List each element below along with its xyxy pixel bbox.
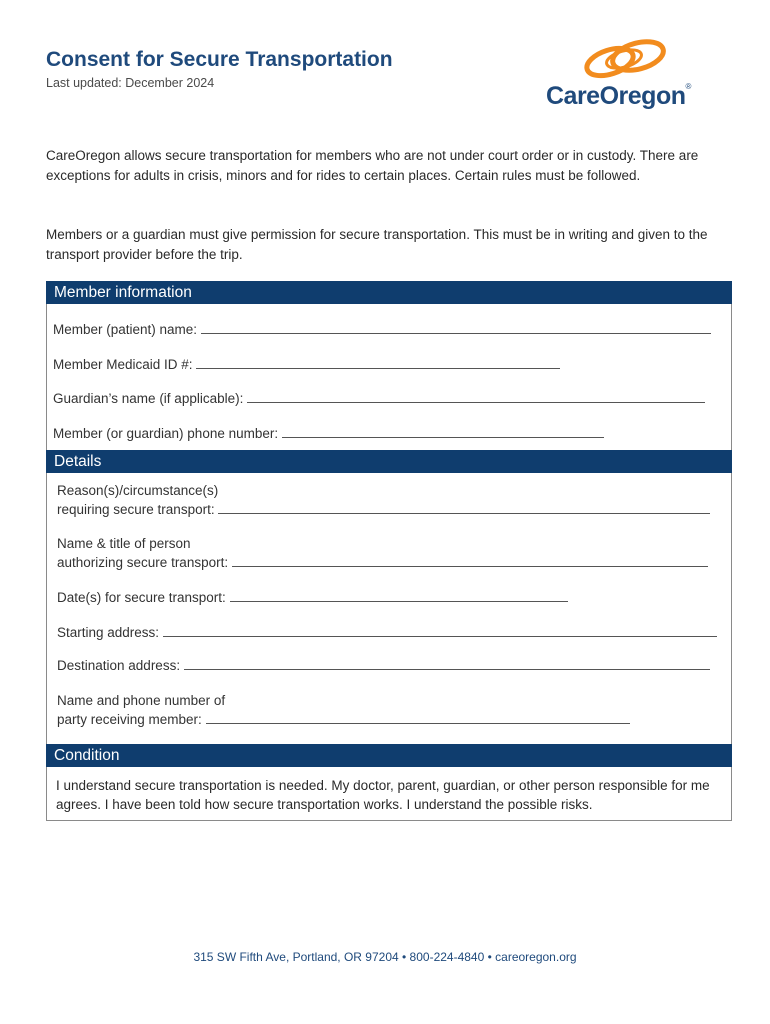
details-heading: Details (46, 450, 732, 473)
reason-input-line[interactable] (218, 500, 710, 514)
guardian-name-input-line[interactable] (247, 389, 705, 403)
member-info-heading: Member information (46, 281, 732, 304)
intro-paragraph-2: Members or a guardian must give permission for secure transportation. This must be in writing and given to the transport provider before the trip. (46, 227, 708, 262)
dates-input-line[interactable] (230, 588, 568, 602)
medicaid-id-input-line[interactable] (196, 355, 560, 369)
starting-address-field[interactable]: Starting address: (57, 623, 717, 642)
condition-heading: Condition (46, 744, 732, 767)
destination-address-field[interactable]: Destination address: (57, 656, 710, 675)
member-name-field[interactable]: Member (patient) name: (53, 320, 711, 339)
phone-input-line[interactable] (282, 424, 604, 438)
destination-address-input-line[interactable] (184, 656, 710, 670)
medicaid-id-field[interactable]: Member Medicaid ID #: (53, 355, 560, 374)
member-name-input-line[interactable] (201, 320, 711, 334)
phone-field[interactable]: Member (or guardian) phone number: (53, 424, 604, 443)
starting-address-input-line[interactable] (163, 623, 717, 637)
dates-field[interactable]: Date(s) for secure transport: (57, 588, 568, 607)
logo-swirl-icon (580, 34, 670, 82)
guardian-name-field[interactable]: Guardian’s name (if applicable): (53, 389, 705, 408)
reason-field[interactable]: Reason(s)/circumstance(s) requiring secure transport: (57, 481, 710, 519)
condition-text: I understand secure transportation is needed. My doctor, parent, guardian, or other person responsible for me agrees. I have been told how secure transportation works. I understand the possible risks. (56, 778, 710, 812)
receiver-input-line[interactable] (206, 710, 630, 724)
receiver-field[interactable]: Name and phone number of party receiving member: (57, 691, 630, 729)
footer-contact: 315 SW Fifth Ave, Portland, OR 97204 • 800-224-4840 • careoregon.org (193, 950, 577, 964)
logo-wordmark: CareOregon® (546, 82, 691, 110)
careoregon-logo (540, 34, 720, 116)
last-updated: Last updated: December 2024 (46, 76, 215, 90)
page-title: Consent for Secure Transportation (46, 48, 393, 71)
authorizer-input-line[interactable] (232, 553, 708, 567)
intro-paragraph-1: CareOregon allows secure transportation for members who are not under court order or in custody. There are exceptions for adults in crisis, minors and for rides to certain places. Certain rules must be followed. (46, 148, 699, 183)
authorizer-field[interactable]: Name & title of person authorizing secure transport: (57, 534, 708, 572)
